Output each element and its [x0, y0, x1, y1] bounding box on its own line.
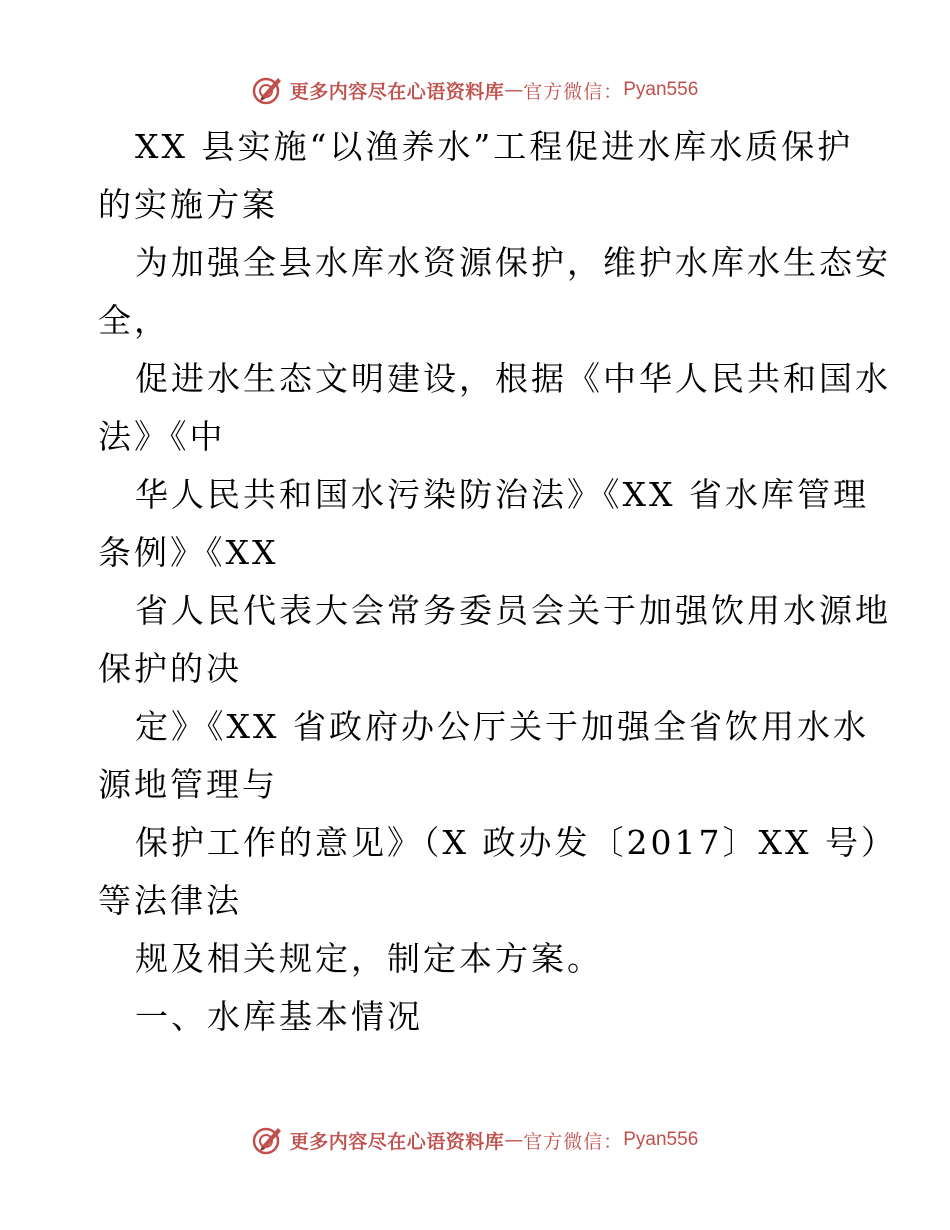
doc-paragraph-line: 法》《中	[98, 417, 226, 456]
banner-wechat-id: Pyan556	[623, 1129, 699, 1150]
header-watermark-banner	[0, 70, 950, 110]
doc-paragraph-line: 促进水生态文明建设，根据《中华人民共和国水	[135, 359, 891, 398]
doc-paragraph-line: 省人民代表大会常务委员会关于加强饮用水源地	[135, 591, 891, 630]
doc-paragraph-line: 源地管理与	[98, 765, 278, 804]
banner-wechat-label: 官方微信：	[523, 1130, 624, 1153]
doc-paragraph-line: 全，	[98, 301, 170, 340]
doc-paragraph-line: 保护的决	[98, 649, 242, 688]
doc-paragraph-line: 等法律法	[98, 881, 242, 920]
doc-paragraph-line: 保护工作的意见》（X 政办发〔2017〕XX 号）	[135, 823, 897, 862]
section-heading: 一、水库基本情况	[135, 997, 423, 1036]
doc-title-line-2: 的实施方案	[98, 185, 278, 224]
doc-paragraph-line: 定》《XX 省政府办公厅关于加强全省饮用水水	[135, 707, 869, 746]
doc-paragraph-line: 为加强全县水库水资源保护，维护水库水生态安	[135, 243, 891, 282]
pen-logo-icon	[252, 1124, 284, 1156]
footer-watermark-banner	[0, 1120, 950, 1160]
doc-paragraph-line: 规及相关规定，制定本方案。	[135, 939, 603, 978]
banner-dash: —	[504, 79, 524, 101]
doc-title-line-1: XX 县实施“以渔养水”工程促进水库水质保护	[135, 127, 854, 166]
pen-logo-icon	[252, 74, 284, 106]
banner-dash: —	[504, 1129, 524, 1151]
banner-main-text: 更多内容尽在心语资料库	[289, 1130, 505, 1153]
banner-wechat-label: 官方微信：	[523, 80, 624, 103]
banner-main-text: 更多内容尽在心语资料库	[289, 80, 505, 103]
doc-paragraph-line: 条例》《XX	[98, 533, 279, 572]
doc-paragraph-line: 华人民共和国水污染防治法》《XX 省水库管理	[135, 475, 869, 514]
banner-wechat-id: Pyan556	[623, 79, 699, 100]
document-body	[98, 118, 897, 1046]
